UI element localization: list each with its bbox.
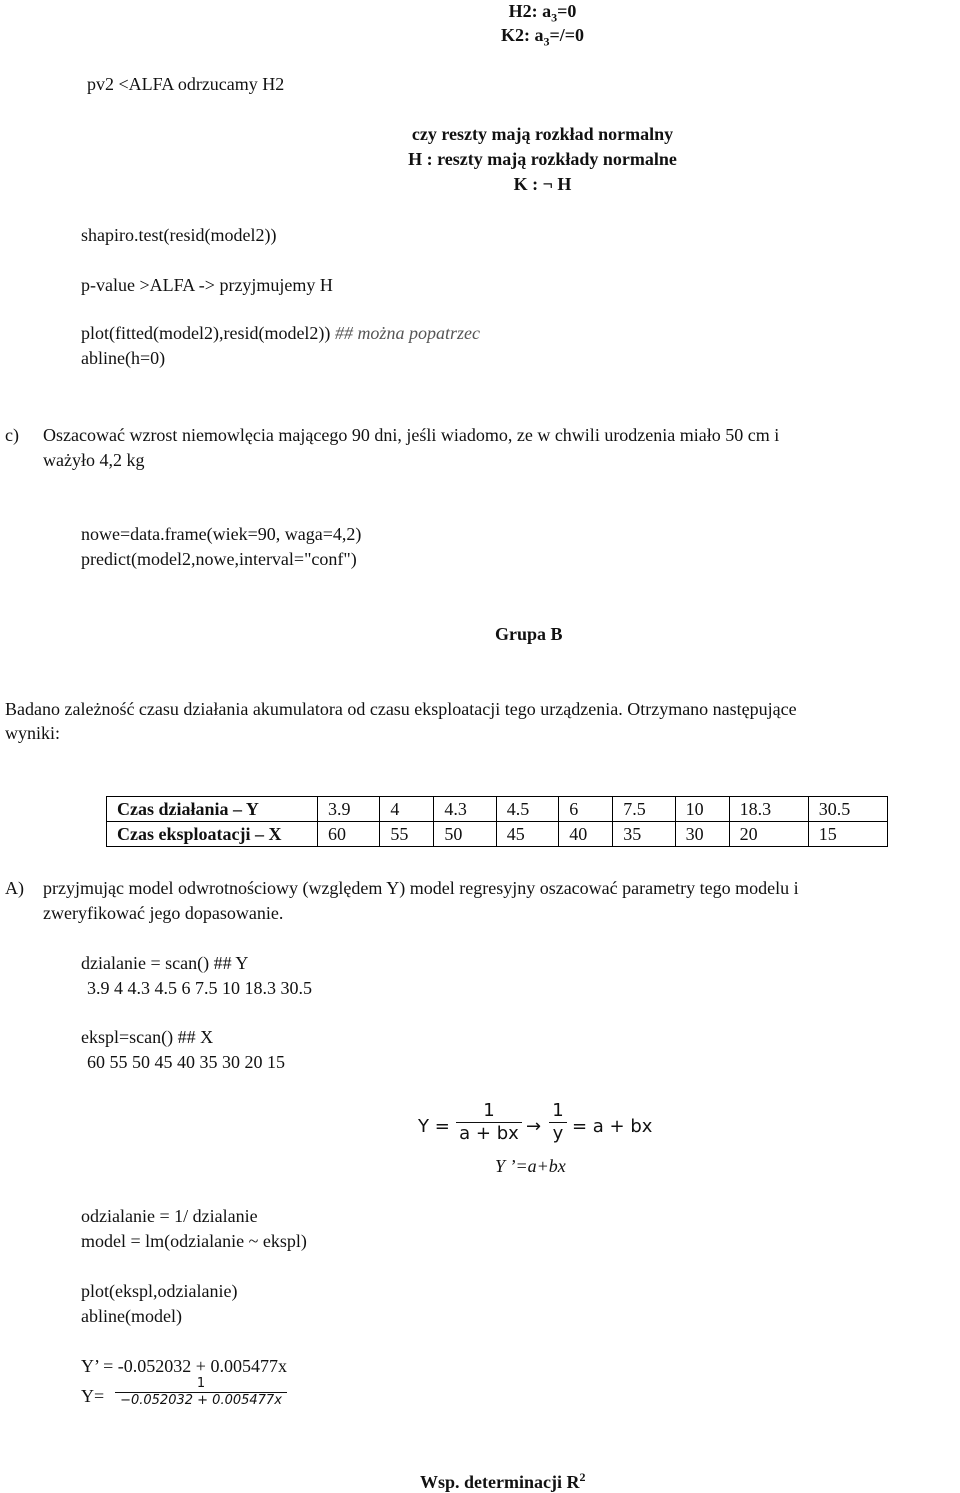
- data-y-values: 3.9 4 4.3 4.5 6 7.5 10 18.3 30.5: [87, 978, 312, 998]
- task-c-line2: ważyło 4,2 kg: [43, 450, 145, 470]
- table-row: [107, 822, 888, 847]
- plot-residuals-comment: ## można popatrzec: [334, 323, 480, 343]
- formula-fraction-2: [549, 1100, 567, 1145]
- table-cell: 55: [380, 822, 434, 847]
- plot-residuals-code: [81, 322, 480, 344]
- fraction-numerator: 1: [483, 1100, 495, 1121]
- fraction-numerator: 1: [552, 1100, 564, 1121]
- pv2-line: pv2 <ALFA odrzucamy H2: [87, 74, 285, 94]
- code-model: model = lm(odzialanie ~ ekspl): [81, 1231, 307, 1251]
- table-cell: 30: [675, 822, 729, 847]
- code-plot: plot(ekspl,odzialanie): [81, 1281, 238, 1301]
- code-ekspl: ekspl=scan() ## X: [81, 1027, 214, 1047]
- formula-arrow: →: [526, 1116, 542, 1137]
- plot-residuals-code-text: plot(fitted(model2),resid(model2)): [81, 323, 331, 343]
- fraction-denominator: −0.052032 + 0.005477x: [115, 1392, 287, 1409]
- table-cell: 3.9: [318, 797, 380, 822]
- task-a-line2: zweryfikować jego dopasowanie.: [43, 903, 284, 923]
- estimate-y-eq: Y=: [81, 1386, 105, 1406]
- hypothesis-k2: K2: $a_3=/=0$: [500, 25, 584, 49]
- formula-fraction-1: [456, 1100, 522, 1145]
- wsp-determinacji-text: Wsp. determinacji R: [420, 1472, 580, 1492]
- normality-question: czy reszty mają rozkład normalny: [411, 124, 674, 144]
- normality-h: H : reszty mają rozkłady normalne: [408, 149, 677, 169]
- table-cell: 60: [318, 822, 380, 847]
- shapiro-code: shapiro.test(resid(model2)): [81, 225, 277, 245]
- table-cell: 18.3: [729, 797, 808, 822]
- data-x-values: 60 55 50 45 40 35 30 20 15: [87, 1052, 285, 1072]
- table-cell: 20: [729, 822, 808, 847]
- table-cell: 40: [559, 822, 613, 847]
- hypothesis-h2: H2: $a_3=0$: [508, 1, 577, 25]
- table-row-label: Czas działania – Y: [107, 797, 318, 822]
- normality-k: K : ¬ H: [513, 174, 572, 194]
- formula-rhs: = a + bx: [572, 1116, 653, 1137]
- data-table: [106, 796, 888, 847]
- code-odzialanie: odzialanie = 1/ dzialanie: [81, 1206, 258, 1226]
- table-cell: 35: [613, 822, 675, 847]
- task-c-line1: Oszacować wzrost niemowlęcia mającego 90 dni, jeśli wiadomo, ze w chwili urodzenia miało 50 cm i: [43, 425, 780, 445]
- pvalue-line: p-value >ALFA -> przyjmujemy H: [81, 275, 333, 295]
- code-dzialanie: dzialanie = scan() ## Y: [81, 953, 249, 973]
- code-abline: abline(model): [81, 1306, 182, 1326]
- table-cell: 7.5: [613, 797, 675, 822]
- fraction-denominator: y: [549, 1122, 567, 1145]
- table-row: [107, 797, 888, 822]
- abline-h0-code: abline(h=0): [81, 348, 166, 368]
- table-cell: 4: [380, 797, 434, 822]
- group-title: Grupa B: [495, 624, 563, 644]
- intro-line1: Badano zależność czasu działania akumulatora od czasu eksploatacji tego urządzenia. Otrzymano następujące: [5, 699, 797, 719]
- fraction-denominator: a + bx: [456, 1122, 522, 1145]
- table-cell: 10: [675, 797, 729, 822]
- task-a-marker: A): [5, 878, 24, 898]
- estimate-line: Y’ = -0.052032 + 0.005477x: [81, 1356, 287, 1376]
- table-cell: 30.5: [808, 797, 887, 822]
- table-cell: 45: [496, 822, 558, 847]
- table-cell: 4.3: [434, 797, 496, 822]
- intro-line2: wyniki:: [5, 723, 61, 743]
- table-cell: 4.5: [496, 797, 558, 822]
- formula-y-eq: Y =: [418, 1116, 450, 1137]
- estimate-fraction: [115, 1376, 287, 1409]
- fraction-numerator: 1: [196, 1376, 206, 1391]
- task-a-line1: przyjmując model odwrotnościowy (względem Y) model regresyjny oszacować parametry tego modelu i: [43, 878, 799, 898]
- wsp-determinacji: [420, 1466, 585, 1493]
- table-row-label: Czas eksploatacji – X: [107, 822, 318, 847]
- formula-transformed: Y ’=a+bx: [495, 1156, 566, 1176]
- wsp-superscript: 2: [579, 1470, 586, 1484]
- table-cell: 6: [559, 797, 613, 822]
- table-cell: 50: [434, 822, 496, 847]
- code-nowe: nowe=data.frame(wiek=90, waga=4,2): [81, 524, 362, 544]
- code-predict: predict(model2,nowe,interval="conf"): [81, 549, 357, 569]
- task-c-marker: c): [5, 425, 19, 445]
- table-cell: 15: [808, 822, 887, 847]
